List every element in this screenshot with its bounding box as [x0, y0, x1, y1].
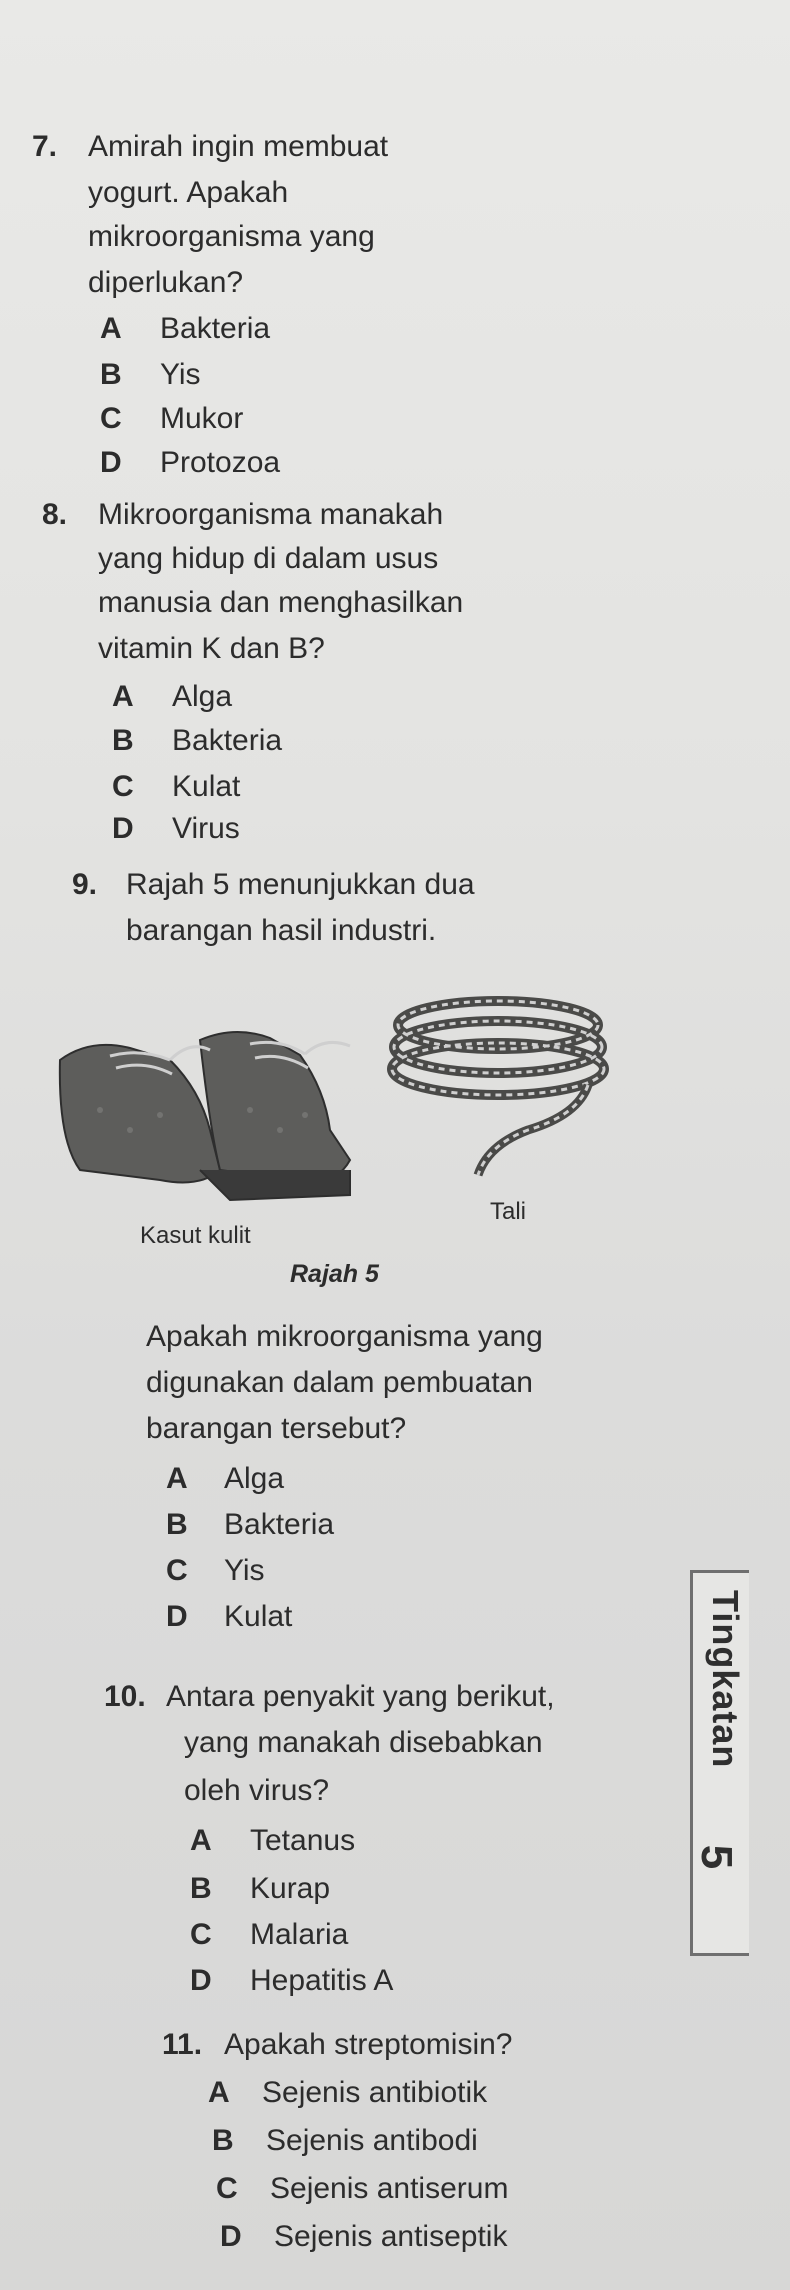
question-stem-line: Rajah 5 menunjukkan dua [126, 868, 475, 901]
option-text[interactable]: Bakteria [224, 1508, 335, 1541]
option-letter[interactable]: C [190, 1918, 212, 1951]
question-stem-line: manusia dan menghasilkan [98, 586, 464, 619]
option-text[interactable]: Tetanus [250, 1824, 356, 1857]
option-text[interactable]: Kulat [224, 1600, 293, 1633]
question-stem-line: diperlukan? [88, 266, 244, 299]
figure-caption-rope: Tali [490, 1198, 527, 1225]
option-text[interactable]: Virus [172, 812, 240, 845]
option-letter[interactable]: C [216, 2172, 238, 2205]
option-letter[interactable]: D [166, 1600, 188, 1633]
question-stem-line: yang manakah disebabkan [184, 1726, 543, 1759]
option-text[interactable]: Sejenis antiseptik [274, 2220, 508, 2253]
option-text[interactable]: Bakteria [160, 312, 271, 345]
level-tab-label: Tingkatan [705, 1590, 746, 1769]
option-letter[interactable]: A [166, 1462, 188, 1495]
question-stem-line: yang hidup di dalam usus [98, 542, 439, 575]
option-text[interactable]: Mukor [160, 402, 244, 435]
question-stem-line: Apakah streptomisin? [224, 2028, 513, 2061]
option-letter[interactable]: D [100, 446, 122, 479]
option-text[interactable]: Hepatitis A [250, 1964, 394, 1997]
option-letter[interactable]: B [212, 2124, 234, 2157]
option-text[interactable]: Bakteria [172, 724, 283, 757]
question-stem-line: vitamin K dan B? [98, 632, 325, 665]
rope-image [378, 985, 618, 1185]
question-number: 10. [104, 1680, 146, 1713]
question-number: 7. [32, 130, 58, 163]
question-stem-line: Apakah mikroorganisma yang [146, 1320, 543, 1353]
option-text[interactable]: Malaria [250, 1918, 349, 1951]
option-letter[interactable]: C [100, 402, 122, 435]
level-tab-number: 5 [692, 1844, 742, 1870]
option-letter[interactable]: B [100, 358, 122, 391]
option-text[interactable]: Kurap [250, 1872, 331, 1905]
leather-shoes-image [50, 1020, 370, 1220]
question-stem-line: barangan tersebut? [146, 1412, 407, 1445]
option-letter[interactable]: C [112, 770, 134, 803]
option-letter[interactable]: A [112, 680, 134, 713]
option-text[interactable]: Sejenis antibiotik [262, 2076, 488, 2109]
option-letter[interactable]: B [190, 1872, 212, 1905]
question-stem-line: Mikroorganisma manakah [98, 498, 444, 531]
option-text[interactable]: Sejenis antibodi [266, 2124, 478, 2157]
option-letter[interactable]: D [112, 812, 134, 845]
question-stem-line: Amirah ingin membuat [88, 130, 389, 163]
option-letter[interactable]: A [100, 312, 122, 345]
question-stem-line: mikroorganisma yang [88, 220, 375, 253]
question-stem-line: digunakan dalam pembuatan [146, 1366, 533, 1399]
option-text[interactable]: Protozoa [160, 446, 281, 479]
option-letter[interactable]: D [220, 2220, 242, 2253]
question-stem-line: Antara penyakit yang berikut, [166, 1680, 555, 1713]
option-letter[interactable]: C [166, 1554, 188, 1587]
question-number: 8. [42, 498, 68, 531]
question-number: 9. [72, 868, 98, 901]
question-number: 11. [162, 2028, 203, 2061]
question-stem-line: barangan hasil industri. [126, 914, 437, 947]
option-letter[interactable]: A [190, 1824, 212, 1857]
option-letter[interactable]: B [166, 1508, 188, 1541]
option-text[interactable]: Sejenis antiserum [270, 2172, 509, 2205]
figure-title: Rajah 5 [290, 1260, 379, 1288]
figure-caption-shoes: Kasut kulit [140, 1222, 251, 1249]
option-text[interactable]: Alga [172, 680, 233, 713]
option-text[interactable]: Yis [160, 358, 201, 391]
option-letter[interactable]: B [112, 724, 134, 757]
option-text[interactable]: Kulat [172, 770, 241, 803]
question-stem-line: oleh virus? [184, 1774, 330, 1807]
question-stem-line: yogurt. Apakah [88, 176, 289, 209]
option-letter[interactable]: A [208, 2076, 230, 2109]
option-text[interactable]: Yis [224, 1554, 265, 1587]
option-letter[interactable]: D [190, 1964, 212, 1997]
option-text[interactable]: Alga [224, 1462, 285, 1495]
